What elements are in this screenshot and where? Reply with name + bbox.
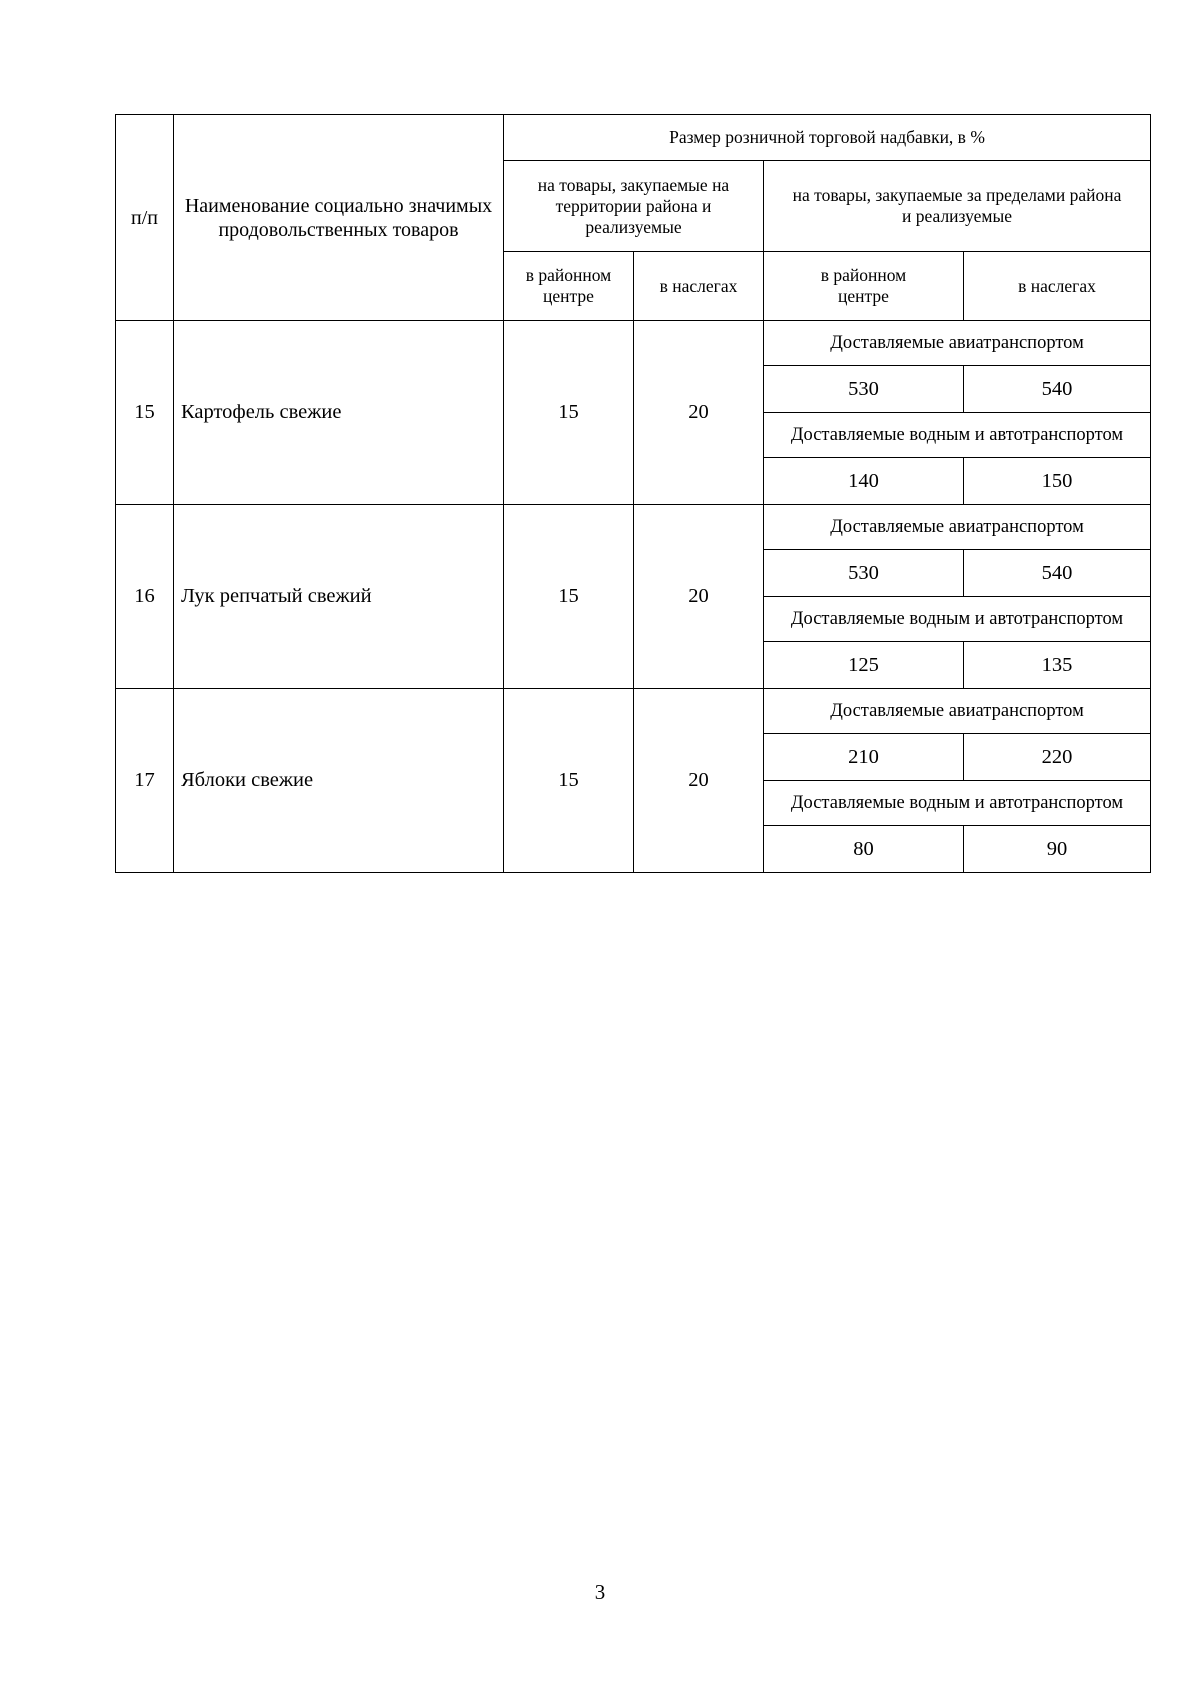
delivery-air-caption: Доставляемые авиатранспортом: [764, 505, 1151, 550]
delivery-air-caption: Доставляемые авиатранспортом: [764, 321, 1151, 366]
delivery-water-auto-caption: Доставляемые водным и автотранспортом: [764, 597, 1151, 642]
header-col-name: Наименование социально значимых продовольственных товаров: [174, 115, 504, 321]
water-center-value: 140: [764, 458, 964, 505]
air-center-value: 530: [764, 366, 964, 413]
row-name: Лук репчатый свежий: [174, 505, 504, 689]
header-col-markup: Размер розничной торговой надбавки, в %: [504, 115, 1151, 161]
header-sub-outside-center: в районном центре: [764, 252, 964, 321]
row-num: 17: [116, 689, 174, 873]
row-num: 16: [116, 505, 174, 689]
water-center-value: 80: [764, 826, 964, 873]
row-local-center: 15: [504, 505, 634, 689]
air-center-value: 210: [764, 734, 964, 781]
row-local-nasleg: 20: [634, 505, 764, 689]
markup-table: [115, 114, 1151, 873]
row-name: Яблоки свежие: [174, 689, 504, 873]
header-group-outside: на товары, закупаемые за пределами района и реализуемые: [764, 161, 1151, 252]
header-sub-local-nasleg: в наслегах: [634, 252, 764, 321]
water-nasleg-value: 135: [964, 642, 1151, 689]
water-nasleg-value: 90: [964, 826, 1151, 873]
table-row: [116, 505, 1151, 550]
row-name: Картофель свежие: [174, 321, 504, 505]
row-local-center: 15: [504, 689, 634, 873]
air-nasleg-value: 220: [964, 734, 1151, 781]
delivery-water-auto-caption: Доставляемые водным и автотранспортом: [764, 413, 1151, 458]
air-nasleg-value: 540: [964, 550, 1151, 597]
header-sub-local-center: в районном центре: [504, 252, 634, 321]
row-local-nasleg: 20: [634, 689, 764, 873]
header-group-local: на товары, закупаемые на территории района и реализуемые: [504, 161, 764, 252]
row-num: 15: [116, 321, 174, 505]
air-nasleg-value: 540: [964, 366, 1151, 413]
header-row-1: [116, 115, 1151, 161]
row-local-nasleg: 20: [634, 321, 764, 505]
table-row: [116, 689, 1151, 734]
header-sub-outside-nasleg: в наслегах: [964, 252, 1151, 321]
page-number: 3: [594, 1580, 606, 1604]
delivery-air-caption: Доставляемые авиатранспортом: [764, 689, 1151, 734]
delivery-water-auto-caption: Доставляемые водным и автотранспортом: [764, 781, 1151, 826]
water-nasleg-value: 150: [964, 458, 1151, 505]
table-row: [116, 321, 1151, 366]
air-center-value: 530: [764, 550, 964, 597]
water-center-value: 125: [764, 642, 964, 689]
header-col-num: п/п: [116, 115, 174, 321]
row-local-center: 15: [504, 321, 634, 505]
